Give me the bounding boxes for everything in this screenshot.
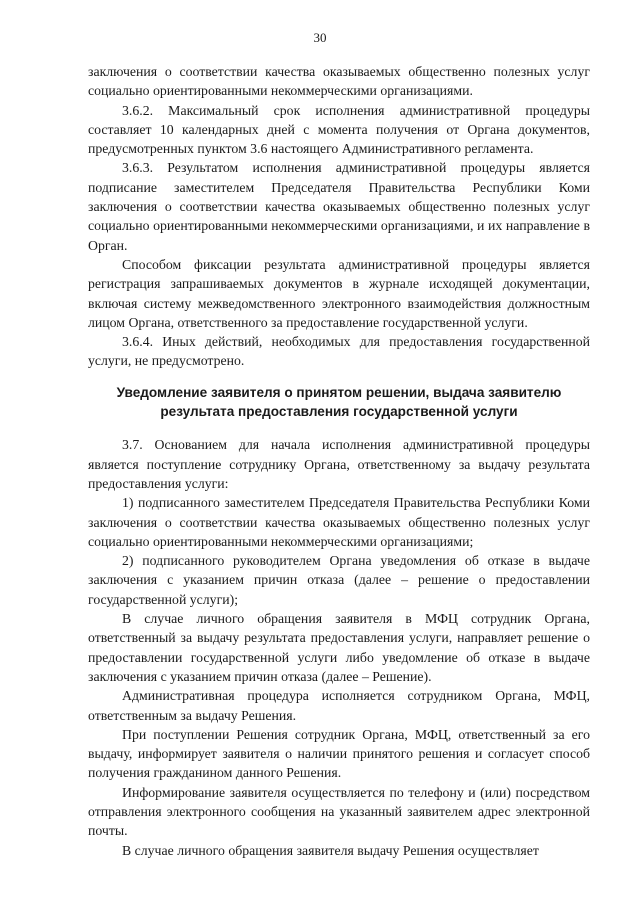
page-number: 30	[313, 30, 327, 45]
document-body	[88, 62, 590, 860]
paragraph-3-7: 3.7. Основанием для начала исполнения административной процедуры является поступление сотруднику Органа, ответственному за выдачу результата предоставления услуги:	[88, 437, 590, 491]
paragraph-upon-receipt: При поступлении Решения сотрудник Органа, МФЦ, ответственный за его выдачу, информирует заявителя о наличии принятого решения и согласует способ получения гражданином данного Решения.	[88, 726, 590, 781]
paragraph-personal-appeal-mfc: В случае личного обращения заявителя в МФЦ сотрудник Органа, ответственный за выдачу результата предоставления услуги, направляет решение о предоставлении государственной услуги либо уведомление об отказе в выдаче заключения с указанием причин отказа (далее – Решение).	[88, 611, 590, 684]
paragraph-3-6-4: 3.6.4. Иных действий, необходимых для предоставления государственной услуги, не предусмотрено.	[88, 334, 590, 369]
paragraph-continuation: заключения о соответствии качества оказываемых общественно полезных услуг социально ориентированными некоммерческими организациями.	[88, 64, 590, 99]
list-item-1: 1) подписанного заместителем Председателя Правительства Республики Коми заключения о соответствии качества оказываемых общественно полезных услуг социально ориентированными некоммерческими организациями;	[88, 495, 590, 549]
paragraph-admin-procedure: Административная процедура исполняется сотрудником Органа, МФЦ, ответственным за выдачу Решения.	[88, 688, 590, 723]
paragraph-3-6-3: 3.6.3. Результатом исполнения административной процедуры является подписание заместителем Председателя Правительства Республики Коми заключения о соответствии качества оказываемых общественно полезных услуг социально ориентированными некоммерческими организациями, и их направление в Орган.	[88, 160, 590, 253]
paragraph-fixation-method: Способом фиксации результата административной процедуры является регистрация запрашиваемых документов в журнале исходящей документации, включая систему межведомственного электронного взаимодействия должностным лицом Органа, ответственного за предоставление государственной услуги.	[88, 256, 590, 330]
paragraph-personal-issue: В случае личного обращения заявителя выдачу Решения осуществляет	[122, 842, 539, 858]
section-heading: Уведомление заявителя о принятом решении, выдача заявителю результата предоставления государственной услуги	[116, 384, 562, 420]
list-item-2: 2) подписанного руководителем Органа уведомления об отказе в выдаче заключения с указанием причин отказа (далее – решение о предоставлении государственной услуги);	[88, 553, 590, 607]
paragraph-informing: Информирование заявителя осуществляется по телефону и (или) посредством отправления электронного сообщения на указанный заявителем адрес электронной почты.	[88, 784, 590, 839]
paragraph-3-6-2: 3.6.2. Максимальный срок исполнения административной процедуры составляет 10 календарных дней с момента получения от Органа документов, предусмотренных пунктом 3.6 настоящего Административного регламента.	[88, 102, 590, 157]
